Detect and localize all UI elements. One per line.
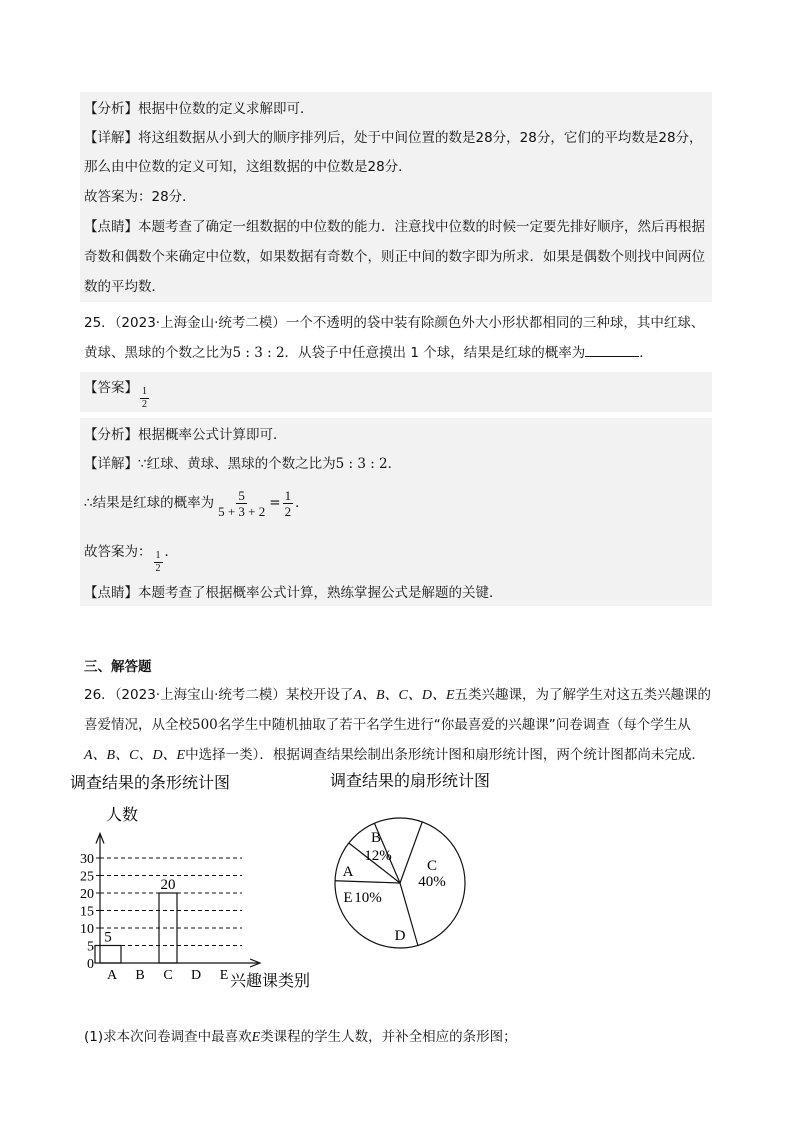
final-answer-label: 故答案为： (84, 544, 152, 560)
x-tick-label: B (135, 968, 145, 983)
calc-denominator: 5 + 3 + 2 (218, 503, 266, 519)
q25-detail-line (84, 454, 401, 474)
section-heading: 三、解答题 (84, 659, 152, 675)
analysis-line: 【分析】根据中位数的定义求解即可． (84, 101, 314, 117)
x-tick-label: A (106, 968, 118, 983)
calc-equals: = (269, 495, 281, 511)
bar-value-label: 20 (160, 877, 176, 893)
q25-source: （2023·上海金山·统考二模） (114, 315, 286, 331)
q26-line3-b: 中选择一类）．根据调查结果绘制出条形统计图和扇形统计图，两个统计图都尚未完成． (185, 747, 705, 763)
final-answer-end: ． (164, 544, 178, 560)
q25-detail-end: ． (387, 456, 402, 472)
q26-source: （2023·上海宝山·统考二模） (114, 687, 286, 703)
pie-chart-title: 调查结果的扇形统计图 (330, 773, 491, 790)
answer-fraction (140, 387, 149, 410)
bar-chart-title: 调查结果的条形统计图 (70, 775, 231, 792)
y-tick-label: 20 (80, 887, 94, 902)
q26-line1-b: 五类兴趣课，为了解学生对这五类兴趣课的 (454, 687, 711, 703)
answer-blank[interactable] (585, 342, 639, 357)
detail-line-2: 那么由中位数的定义可知，这组数据的中位数是28分． (84, 159, 412, 175)
q25-line-2 (84, 342, 653, 363)
q26-line1-letters: A、B、C、D、E (353, 688, 455, 703)
q25-text-2c: ． (639, 345, 653, 361)
final-denominator: 2 (155, 563, 161, 574)
calc-result-denominator: 2 (284, 503, 292, 519)
y-tick-label: 10 (80, 922, 94, 937)
pie-slice-label: B (370, 830, 382, 846)
comment-line-1: 【点睛】本题考查了确定一组数据的中位数的能力．注意找中位数的时候一定要先排好顺序，然后再根据 (84, 219, 705, 235)
bar-value-label: 5 (104, 929, 112, 946)
q25-therefore: ∴结果是红球的概率为 (84, 495, 215, 511)
pie-slice-label: E (343, 890, 353, 906)
sub1-text-a: (1)求本次问卷调查中最喜欢 (84, 1029, 252, 1045)
x-axis-label: 兴趣课类别 (230, 973, 311, 990)
detail-line-1: 【详解】将这组数据从小到大的顺序排列后，处于中间位置的数是28分，28分，它们的平均数是28分， (84, 130, 703, 146)
pie-slice-percent: 10% (354, 890, 382, 906)
answer-25-background (80, 372, 712, 412)
q26-line-1 (84, 685, 711, 706)
q25-answer-line (84, 378, 151, 410)
q25-detail-ratio: 5 : 3 : 2 (335, 456, 388, 472)
pie-slice-percent: 12% (364, 848, 392, 864)
pie-slice-label: A (342, 864, 354, 880)
final-answer-fraction (154, 551, 163, 574)
q25-final-answer-line (84, 542, 178, 574)
calc-result-numerator: 1 (284, 487, 292, 503)
q25-detail-text: 【详解】∵红球、黄球、黑球的个数之比为 (84, 456, 336, 472)
q25-analysis-line: 【分析】根据概率公式计算即可． (84, 427, 287, 443)
sub1-letter: E (251, 1030, 261, 1045)
y-tick-label: 0 (87, 957, 94, 972)
answer-denominator: 2 (142, 399, 147, 410)
calc-result-fraction (283, 489, 294, 518)
y-axis-label: 人数 (106, 807, 139, 824)
q25-text-1: 一个不透明的袋中装有除颜色外大小形状都相同的三种球，其中红球、 (285, 315, 705, 331)
pie-slice-label: C (426, 858, 438, 874)
q25-text-2b: ．从袋子中任意摸出 1 个球，结果是红球的概率为 (284, 345, 586, 361)
q26-line2-a: 喜爱情况，从全校 (84, 717, 192, 733)
y-tick-label: 25 (80, 869, 94, 885)
bar (95, 946, 121, 964)
q26-sub-question-1 (84, 1027, 517, 1048)
bar (159, 893, 177, 963)
y-tick-label: 15 (80, 904, 94, 920)
q25-ratio: 5 : 3 : 2 (232, 345, 285, 361)
bar-chart (60, 768, 353, 998)
q26-line1-a: 某校开设了 (285, 687, 354, 703)
answer-line: 故答案为：28分． (84, 189, 196, 205)
q25-comment-line: 【点睛】本题考查了根据概率公式计算，熟练掌握公式是解题的关键． (84, 585, 503, 601)
q26-line2-num: 500 (192, 717, 218, 733)
pie-chart (318, 768, 538, 968)
y-tick-label: 30 (80, 852, 94, 867)
x-tick-label: E (219, 968, 229, 983)
q26-number: 26． (84, 687, 115, 703)
calc-numerator: 5 (238, 487, 245, 503)
y-tick-label: 5 (87, 939, 94, 955)
comment-line-3: 数的平均数． (84, 279, 165, 295)
comment-line-2: 奇数和偶数个来确定中位数，如果数据有奇数个，则正中间的数字即为所求．如果是偶数个则找中间两位 (84, 249, 705, 265)
pie-slice-divider (335, 881, 400, 883)
final-numerator: 1 (155, 550, 161, 561)
calc-end: ． (295, 495, 309, 511)
pie-slice-percent: 40% (418, 874, 446, 890)
q25-calc-line (84, 488, 309, 518)
q25-line-1 (84, 313, 704, 333)
answer-numerator: 1 (142, 386, 147, 397)
q26-line-3 (84, 745, 705, 766)
pie-slice-label: D (394, 928, 406, 944)
q25-text-2a: 黄球、黑球的个数之比为 (84, 345, 233, 361)
calc-fraction (216, 489, 267, 518)
x-tick-label: D (190, 968, 202, 983)
x-tick-label: C (163, 968, 173, 983)
answer-label: 【答案】 (84, 380, 138, 396)
q25-number: 25． (84, 315, 115, 331)
q26-line2-b: 名学生中随机抽取了若干名学生进行“你最喜爱的兴趣课”问卷调查（每个学生从 (217, 717, 691, 733)
sub1-text-b: 类课程的学生人数，并补全相应的条形图； (260, 1029, 517, 1045)
q26-line-2 (84, 715, 691, 735)
q26-line3-letters: A、B、C、D、E (84, 748, 186, 763)
